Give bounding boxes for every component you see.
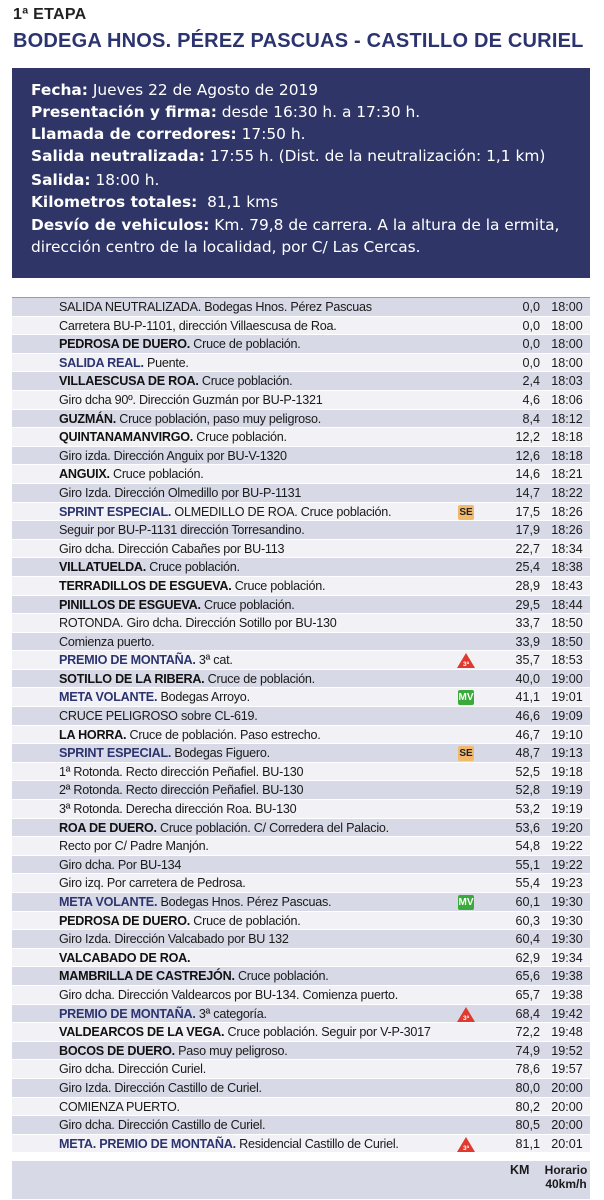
info-fecha [31,81,572,100]
route-km: 17,5 [515,504,540,519]
route-row [12,837,590,856]
route-row [12,1098,590,1117]
route-row [12,967,590,986]
route-time: 19:38 [551,987,583,1002]
route-time: 18:50 [551,634,583,649]
route-text: Cruce población. [193,430,287,445]
route-time: 19:52 [551,1043,583,1058]
route-km: 52,8 [515,783,540,798]
route-description [59,335,499,354]
route-description [59,1042,499,1061]
route-time: 18:18 [551,448,583,463]
route-text: Giro Izda. Dirección Olmedillo por BU-P-1131 [59,485,302,500]
route-row [12,633,590,652]
route-row [12,614,590,633]
info-salida-value: 18:00 h. [90,171,160,189]
route-time: 18:43 [551,578,583,593]
horario-speed-label: 40km/h [545,1177,587,1191]
route-description [59,930,499,949]
route-place: MAMBRILLA DE CASTREJÓN. [59,969,235,984]
route-place: VALCABADO DE ROA. [59,950,191,965]
route-text: Giro Izda. Dirección Castillo de Curiel. [59,1080,262,1095]
route-row [12,428,590,447]
route-text: COMIENZA PUERTO. [59,1099,180,1114]
route-place: PINILLOS DE ESGUEVA. [59,597,201,612]
route-text: Cruce población. [231,578,326,593]
route-row [12,744,590,763]
route-description [59,1079,499,1098]
route-place: VALDEARCOS DE LA VEGA. [59,1025,225,1040]
route-description [59,298,499,317]
route-time: 19:19 [551,783,583,798]
route-place: TERRADILLOS DE ESGUEVA. [59,578,232,593]
route-km: 53,6 [515,820,540,835]
route-time: 18:26 [551,504,583,519]
stage-label: 1ª ETAPA [13,6,87,23]
info-salida-label: Salida: [31,171,91,189]
route-km: 25,4 [515,560,540,575]
meta-volante-badge: MV [458,692,474,704]
info-neutralizada-value: 17:55 h. (Dist. de la neutralización: 1,1 km) [204,147,546,165]
route-place: SOTILLO DE LA RIBERA. [59,671,205,686]
info-km-value: 81,1 kms [197,193,279,211]
route-time: 19:30 [551,913,583,928]
route-row [12,670,590,689]
route-text: Cruce población. [198,374,293,389]
route-description [59,819,499,838]
route-text: Carretera BU-P-1101, dirección Villaescusa de Roa. [59,318,337,333]
route-km: 80,5 [515,1118,540,1133]
route-km: 14,7 [515,485,540,500]
route-place: SPRINT ESPECIAL. [59,746,172,761]
route-description [59,558,499,577]
route-text: Giro dcha. Dirección Curiel. [59,1062,206,1077]
route-km: 14,6 [515,467,540,482]
route-description [59,967,499,986]
route-table [12,297,590,1153]
route-text: Cruce población. [109,467,204,482]
route-time: 20:00 [551,1099,583,1114]
route-km: 12,6 [515,448,540,463]
route-row [12,410,590,429]
route-description [59,633,499,652]
info-llamada-label: Llamada de corredores: [31,125,237,143]
route-row [12,986,590,1005]
route-place: PREMIO DE MONTAÑA. [59,1006,196,1021]
route-row [12,1079,590,1098]
route-description [59,596,499,615]
route-place: VILLATUELDA. [59,560,147,575]
route-km: 28,9 [515,578,540,593]
route-time: 19:00 [551,671,583,686]
route-text: Giro dcha. Dirección Cabañes por BU-113 [59,541,285,556]
route-row [12,298,590,317]
route-description [59,484,499,503]
route-km: 81,1 [515,1136,540,1151]
route-time: 18:03 [551,374,583,389]
route-description [59,893,499,912]
info-presentacion-value: desde 16:30 h. a 17:30 h. [216,103,421,121]
route-km: 4,6 [522,392,540,407]
route-text: ROTONDA. Giro dcha. Dirección Sotillo por BU-130 [59,616,337,631]
route-row [12,893,590,912]
route-text: Cruce población. Seguir por V-P-3017 [224,1025,431,1040]
mountain-prize-icon [457,653,475,668]
route-row [12,521,590,540]
route-time: 20:00 [551,1080,583,1095]
route-km: 8,4 [522,411,540,426]
route-row [12,819,590,838]
route-time: 20:01 [551,1136,583,1151]
route-km: 62,9 [515,950,540,965]
route-km: 33,7 [515,616,540,631]
route-row [12,949,590,968]
route-km: 2,4 [522,374,540,389]
meta-volante-badge: MV [458,897,474,908]
route-description [59,949,499,968]
route-text: CRUCE PELIGROSO sobre CL-619. [59,709,258,724]
route-description [59,912,499,931]
route-time: 18:21 [551,467,583,482]
info-presentacion [31,103,572,122]
route-place: GUZMÁN. [59,411,117,426]
info-desvio-label: Desvío de vehiculos: [31,216,210,234]
route-description [59,800,499,819]
route-time: 19:19 [551,802,583,817]
route-km: 0,0 [522,337,540,352]
mountain-prize-icon [457,1007,475,1022]
route-description [59,391,499,410]
route-place: LA HORRA. [59,727,127,742]
route-description [59,874,499,893]
info-desvio [31,214,572,258]
route-time: 19:13 [551,746,583,761]
route-description [59,521,499,540]
route-text: Cruce de población. Paso estrecho. [126,727,321,742]
route-km: 46,7 [515,727,540,742]
route-place: QUINTANAMANVIRGO. [59,430,194,445]
route-time: 18:18 [551,430,583,445]
route-text: Giro dcha. Dirección Castillo de Curiel. [59,1118,266,1133]
route-description [59,465,499,484]
route-description [59,837,499,856]
route-description [59,410,499,429]
route-km: 52,5 [515,764,540,779]
route-description [59,726,499,745]
route-time: 18:06 [551,392,583,407]
route-row [12,856,590,875]
info-km-label: Kilometros totales: [31,193,198,211]
info-salida [31,171,572,190]
route-row [12,1023,590,1042]
route-description [59,763,499,782]
route-description [59,744,499,763]
route-km: 68,4 [515,1006,540,1021]
route-row [12,707,590,726]
route-text: 3ª Rotonda. Derecha dirección Roa. BU-130 [59,802,297,817]
route-description [59,1135,499,1154]
route-row [12,372,590,391]
route-text: 2ª Rotonda. Recto dirección Peñafiel. BU-130 [59,783,304,798]
route-description [59,614,499,633]
route-text: Giro izq. Por carretera de Pedrosa. [59,876,246,891]
route-description [59,1023,499,1042]
route-time: 18:26 [551,523,583,538]
route-row [12,558,590,577]
route-time: 19:22 [551,857,583,872]
info-kilometros [31,193,572,212]
route-time: 18:38 [551,560,583,575]
route-km: 74,9 [515,1043,540,1058]
route-text: Cruce de población. [204,671,315,686]
route-row [12,335,590,354]
route-description [59,577,499,596]
route-text: Bodegas Hnos. Pérez Pascuas. [157,895,332,909]
route-km: 55,1 [515,857,540,872]
route-time: 19:38 [551,969,583,984]
sprint-especial-badge: SE [459,506,473,518]
info-desvio-value: Km. 79,8 de carrera. A la altura de la ermita, dirección centro de la localidad, por C/ Las Cercas. [31,216,560,256]
route-row [12,912,590,931]
route-km: 48,7 [515,746,540,761]
route-row [12,688,590,707]
route-row [12,354,590,373]
route-text: Cruce población, paso muy peligroso. [116,411,321,426]
route-description [59,986,499,1005]
route-place: META VOLANTE. [59,690,158,705]
route-text: Paso muy peligroso. [174,1043,288,1058]
route-km: 60,1 [515,895,540,909]
route-description [59,651,499,670]
route-row [12,503,590,522]
route-description [59,670,499,689]
info-presentacion-label: Presentación y firma: [31,103,217,121]
route-km: 29,5 [515,597,540,612]
route-place: SPRINT ESPECIAL. [59,504,172,519]
route-time: 19:10 [551,727,583,742]
route-text: Bodegas Arroyo. [157,690,250,705]
route-time: 19:22 [551,839,583,854]
route-description [59,1098,499,1117]
route-time: 19:57 [551,1062,583,1077]
route-row [12,874,590,893]
route-text: Cruce de población. [190,337,301,352]
route-time: 19:30 [551,932,583,947]
route-row [12,651,590,670]
route-text: OLMEDILLO DE ROA. Cruce población. [171,504,392,519]
route-place: VILLAESCUSA DE ROA. [59,374,199,389]
route-row [12,577,590,596]
info-llamada [31,125,572,144]
route-time: 20:00 [551,1118,583,1133]
mountain-category-label: 3ª [462,1014,470,1022]
route-place: PEDROSA DE DUERO. [59,337,191,352]
route-description [59,317,499,336]
route-place: META. PREMIO DE MONTAÑA. [59,1136,236,1151]
route-row [12,596,590,615]
route-time: 19:42 [551,1006,583,1021]
route-place: META VOLANTE. [59,895,158,909]
info-fecha-value: Jueves 22 de Agosto de 2019 [87,81,319,99]
route-description [59,354,499,373]
mountain-prize-icon [457,1137,475,1152]
route-km: 80,2 [515,1099,540,1114]
route-row [12,1116,590,1135]
route-row [12,800,590,819]
route-text: Cruce población. [200,597,295,612]
route-description [59,856,499,875]
route-time: 19:23 [551,876,583,891]
route-text: Giro dcha. Dirección Valdearcos por BU-134. Comienza puerto. [59,987,398,1002]
route-text: Puente. [143,355,189,370]
info-box [12,68,590,278]
route-km: 72,2 [515,1025,540,1040]
route-text: Cruce de población. [190,913,301,928]
route-description [59,1116,499,1135]
route-text: 1ª Rotonda. Recto dirección Peñafiel. BU-130 [59,764,304,779]
route-km: 35,7 [515,653,540,668]
info-neutralizada-label: Salida neutralizada: [31,147,205,165]
route-km: 46,6 [515,709,540,724]
route-row [12,763,590,782]
route-description [59,540,499,559]
route-row [12,391,590,410]
info-fecha-label: Fecha: [31,81,88,99]
route-km: 60,3 [515,913,540,928]
page-title: BODEGA HNOS. PÉREZ PASCUAS - CASTILLO DE CURIEL [13,30,584,52]
route-row [12,1005,590,1024]
route-description [59,503,499,522]
route-place: ANGUIX. [59,467,110,482]
route-description [59,707,499,726]
route-time: 18:00 [551,337,583,352]
route-description [59,781,499,800]
route-text: Giro izda. Dirección Anguix por BU-V-1320 [59,448,287,463]
route-time: 19:48 [551,1025,583,1040]
route-km: 80,0 [515,1080,540,1095]
route-time: 18:00 [551,318,583,333]
km-column-header: KM [510,1163,530,1177]
route-time: 18:34 [551,541,583,556]
route-km: 0,0 [522,355,540,370]
route-row [12,726,590,745]
mountain-category-label: 3ª [462,1144,470,1152]
route-km: 12,2 [515,430,540,445]
route-time: 18:00 [551,355,583,370]
route-place: SALIDA REAL. [59,355,144,370]
route-place: ROA DE DUERO. [59,820,157,835]
route-row [12,1135,590,1154]
route-time: 18:44 [551,597,583,612]
route-km: 0,0 [522,318,540,333]
route-description [59,688,499,707]
route-time: 18:22 [551,485,583,500]
route-place: BOCOS DE DUERO. [59,1043,175,1058]
route-time: 19:20 [551,820,583,835]
route-time: 19:34 [551,950,583,965]
route-km: 40,0 [515,671,540,686]
route-description [59,372,499,391]
route-text: Cruce población. [146,560,240,575]
route-km: 65,6 [515,969,540,984]
route-time: 18:12 [551,411,583,426]
route-time: 18:53 [551,653,583,668]
route-row [12,447,590,466]
route-description [59,447,499,466]
route-row [12,484,590,503]
route-place: PEDROSA DE DUERO. [59,913,191,928]
info-neutralizada [31,147,572,166]
route-text: 3ª categoría. [195,1006,267,1021]
route-km: 60,4 [515,932,540,947]
route-text: Giro Izda. Dirección Valcabado por BU 132 [59,932,289,947]
route-row [12,465,590,484]
route-row [12,317,590,336]
route-km: 0,0 [522,300,540,314]
route-time: 18:50 [551,616,583,631]
route-time: 19:18 [551,764,583,779]
route-row [12,540,590,559]
route-time: 19:01 [551,690,583,705]
route-time: 19:09 [551,709,583,724]
table-footer [12,1161,590,1199]
route-text: Residencial Castillo de Curiel. [235,1136,399,1151]
route-description [59,1005,499,1024]
route-time: 19:30 [551,895,583,909]
route-text: Giro dcha 90º. Dirección Guzmán por BU-P-1321 [59,392,323,407]
horario-label: Horario [544,1163,588,1177]
route-km: 22,7 [515,541,540,556]
route-text: Cruce población. [234,969,329,984]
route-description [59,1060,499,1079]
route-text: Giro dcha. Por BU-134 [59,857,182,872]
route-km: 33,9 [515,634,540,649]
route-row [12,1042,590,1061]
route-place: PREMIO DE MONTAÑA. [59,653,196,668]
route-text: SALIDA NEUTRALIZADA. Bodegas Hnos. Pérez Pascuas [59,300,372,314]
route-row [12,1060,590,1079]
route-text: Recto por C/ Padre Manjón. [59,839,209,854]
route-text: Cruce población. C/ Corredera del Palacio. [156,820,389,835]
route-km: 17,9 [515,523,540,538]
route-text: Seguir por BU-P-1131 dirección Torresandino. [59,523,305,538]
route-km: 78,6 [515,1062,540,1077]
route-row [12,930,590,949]
route-text: Comienza puerto. [59,634,155,649]
route-text: Bodegas Figuero. [171,746,270,761]
info-llamada-value: 17:50 h. [236,125,306,143]
route-km: 41,1 [515,690,540,705]
horario-column-header [542,1163,590,1191]
route-row [12,781,590,800]
route-description [59,428,499,447]
route-km: 65,7 [515,987,540,1002]
sprint-especial-badge: SE [459,748,473,760]
route-time: 18:00 [551,300,583,314]
route-text: 3ª cat. [195,653,233,668]
route-km: 54,8 [515,839,540,854]
route-km: 53,2 [515,802,540,817]
mountain-category-label: 3ª [462,661,470,669]
route-km: 55,4 [515,876,540,891]
